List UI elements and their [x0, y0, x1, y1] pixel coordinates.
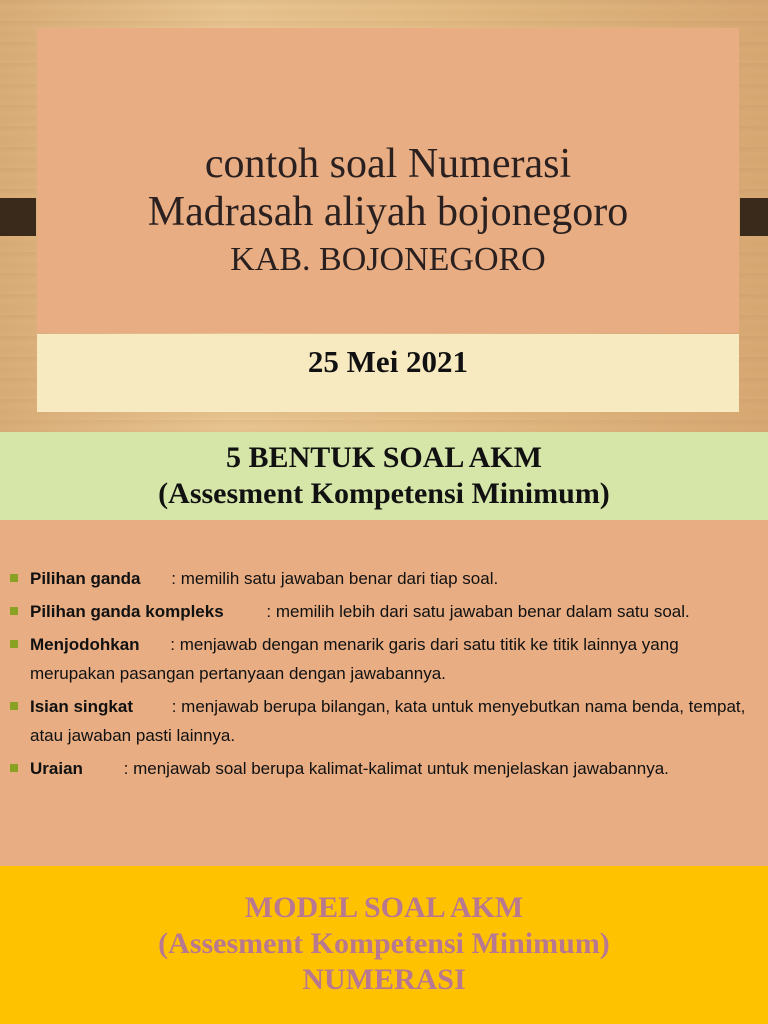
- square-bullet-icon: [10, 640, 18, 648]
- list-item: [10, 630, 762, 688]
- title-box: [37, 28, 739, 333]
- date-text: 25 Mei 2021: [307, 344, 469, 379]
- item-term: Menjodohkan: [30, 635, 140, 654]
- list-item: [10, 692, 762, 750]
- title-line-1: contoh soal Numerasi: [204, 141, 572, 187]
- item-description: : memilih lebih dari satu jawaban benar dalam satu soal.: [266, 602, 690, 621]
- slide2-heading-line-2: (Assesment Kompetensi Minimum): [158, 477, 610, 510]
- wood-bar-left: [0, 198, 36, 236]
- slide3-line-1: MODEL SOAL AKM: [244, 891, 524, 924]
- item-term: Pilihan ganda: [30, 569, 141, 588]
- item-term: Pilihan ganda kompleks: [30, 602, 224, 621]
- square-bullet-icon: [10, 607, 18, 615]
- list-item: [10, 754, 762, 783]
- item-description: : menjawab dengan menarik garis dari satu titik ke titik lainnya yang merupakan pasangan pertanyaan dengan jawabannya.: [30, 635, 679, 683]
- item-description: : menjawab berupa bilangan, kata untuk menyebutkan nama benda, tempat, atau jawaban pasti lainnya.: [30, 697, 746, 745]
- square-bullet-icon: [10, 702, 18, 710]
- list-item: [10, 597, 762, 626]
- wood-bar-right: [740, 198, 768, 236]
- item-description: : menjawab soal berupa kalimat-kalimat untuk menjelaskan jawabannya.: [123, 759, 669, 778]
- akm-form-list: [10, 564, 762, 783]
- item-term: Uraian: [30, 759, 83, 778]
- title-line-3: KAB. BOJONEGORO: [230, 241, 546, 278]
- square-bullet-icon: [10, 764, 18, 772]
- title-line-2: Madrasah aliyah bojonegoro: [147, 189, 629, 235]
- slide2-header: [0, 432, 768, 520]
- list-item: [10, 564, 762, 593]
- slide-title: [0, 0, 768, 432]
- item-description: : memilih satu jawaban benar dari tiap soal.: [171, 569, 499, 588]
- slide3-line-3: NUMERASI: [302, 963, 466, 996]
- slide-model-soal: [0, 866, 768, 1024]
- slide-akm-forms: [0, 432, 768, 866]
- slide3-line-2: (Assesment Kompetensi Minimum): [158, 927, 610, 960]
- square-bullet-icon: [10, 574, 18, 582]
- slide2-heading-line-1: 5 BENTUK SOAL AKM: [226, 441, 542, 474]
- item-term: Isian singkat: [30, 697, 133, 716]
- date-box: [37, 334, 739, 412]
